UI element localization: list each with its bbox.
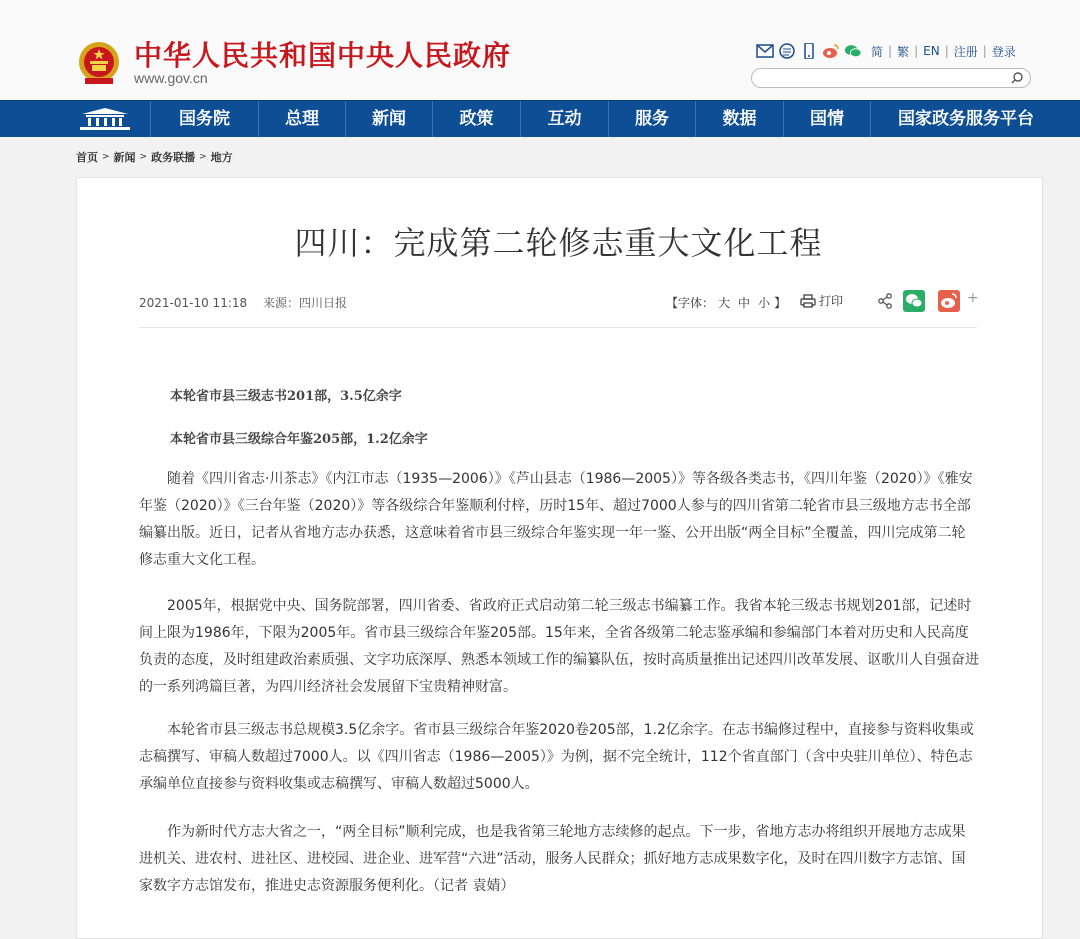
- header-tools: 简 | 繁 | EN | 注册 | 登录: [756, 42, 1021, 60]
- source-label: 来源：: [262, 296, 299, 310]
- publish-date: 2021-01-10 11:18: [139, 296, 248, 310]
- site-title[interactable]: 中华人民共和国中央人民政府: [134, 39, 512, 72]
- breadcrumb: [76, 149, 233, 165]
- search-input[interactable]: [762, 72, 1016, 90]
- nav-state-council[interactable]: 国务院: [150, 101, 258, 137]
- mail-icon[interactable]: [756, 43, 774, 59]
- nav-data[interactable]: 数据: [695, 101, 783, 137]
- nav-policy[interactable]: 政策: [432, 101, 520, 137]
- breadcrumb-local[interactable]: 地方: [210, 151, 233, 164]
- nav-interaction[interactable]: 互动: [520, 101, 608, 137]
- subtitle-1: 本轮省市县三级志书201部，3.5亿余字: [170, 389, 402, 404]
- register-link[interactable]: 注册: [953, 44, 978, 59]
- chevron-right-icon: >: [102, 152, 110, 162]
- print-label: 打印: [819, 294, 844, 308]
- breadcrumb-news[interactable]: 新闻: [113, 151, 136, 164]
- chevron-right-icon: >: [139, 152, 148, 162]
- font-size-label: 【字体：: [666, 296, 715, 310]
- rss-icon[interactable]: [778, 43, 796, 59]
- chevron-right-icon: >: [199, 152, 207, 162]
- meta-divider: [139, 327, 977, 328]
- wechat-share-icon[interactable]: [903, 290, 925, 312]
- nav-news[interactable]: 新闻: [345, 101, 432, 137]
- font-size-control: [666, 294, 786, 311]
- weibo-icon[interactable]: [822, 43, 840, 59]
- font-size-medium[interactable]: 中: [738, 296, 751, 310]
- wechat-icon[interactable]: [844, 43, 862, 59]
- main-nav: [0, 100, 1080, 137]
- breadcrumb-gov-broadcast[interactable]: 政务联播: [151, 151, 196, 164]
- nav-gov-service-platform[interactable]: 国家政务服务平台: [870, 101, 1061, 137]
- font-size-close: 】: [774, 296, 787, 310]
- search-box: [751, 68, 1031, 88]
- site-header: [0, 0, 1080, 100]
- subtitle-2: 本轮省市县三级综合年鉴205部，1.2亿余字: [170, 432, 428, 447]
- weibo-share-icon[interactable]: [938, 290, 960, 312]
- search-icon[interactable]: [1010, 71, 1024, 85]
- login-link[interactable]: 登录: [991, 44, 1016, 59]
- article-paragraph-2: 2005年，根据党中央、国务院部署，四川省委、省政府正式启动第二轮三级志书编纂工作。我省本轮三级志书规划201部，记述时间上限为1986年，下限为2005年。省市县三级综合年鉴205部。15年来，全省各级第二轮志鉴承编和参编部门本着对历史和人民高度负责的态度，及时组建政治素质强、文字功底深厚、熟悉本领域工作的编纂队伍，按时高质量推出记述四川改革发展、讴歌川人自强奋进的一系列鸿篇巨著，为四川经济社会发展留下宝贵精神财富。: [139, 598, 979, 695]
- home-building-icon[interactable]: [76, 107, 134, 131]
- mobile-icon[interactable]: [800, 43, 818, 59]
- article-paragraph-3: 本轮省市县三级志书总规模3.5亿余字。省市县三级综合年鉴2020卷205部，1.2亿余字。在志书编修过程中，直接参与资料收集或志稿撰写、审稿人数超过7000人。以《四川省志（1986—2005）》为例，据不完全统计，112个省直部门（含中央驻川单位）、特色志承编单位直接参与资料收集或志稿撰写、审稿人数超过5000人。: [139, 722, 974, 792]
- article-paragraph-1: 随着《四川省志·川茶志》《内江市志（1935—2006）》《芦山县志（1986—2005）》等各级各类志书，《四川年鉴（2020）》《雅安年鉴（2020）》《三台年鉴（2020）》等各级综合年鉴顺利付梓，历时15年、超过7000人参与的四川省第二轮省市县三级地方志书全部编纂出版。近日，记者从省地方志办获悉，这意味着省市县三级综合年鉴实现一年一鉴、公开出版“两全目标”全覆盖，四川完成第二轮修志重大文化工程。: [139, 471, 973, 568]
- print-button[interactable]: [800, 292, 843, 309]
- nav-national-info[interactable]: 国情: [783, 101, 870, 137]
- nav-premier[interactable]: 总理: [258, 101, 345, 137]
- article-meta: [139, 294, 359, 311]
- lang-english-link[interactable]: EN: [923, 44, 940, 58]
- breadcrumb-home[interactable]: 首页: [76, 151, 98, 164]
- article-title: 四川：完成第二轮修志重大文化工程: [294, 224, 823, 262]
- font-size-small[interactable]: 小: [758, 296, 771, 310]
- site-url[interactable]: www.gov.cn: [134, 70, 208, 86]
- lang-simplified-link[interactable]: 简: [871, 44, 884, 59]
- lang-traditional-link[interactable]: 繁: [897, 44, 910, 59]
- share-icon[interactable]: [874, 290, 896, 312]
- national-emblem-icon[interactable]: [77, 40, 121, 86]
- font-size-large[interactable]: 大: [718, 296, 731, 310]
- more-share-button[interactable]: +: [967, 290, 979, 306]
- article-paragraph-4: 作为新时代方志大省之一，“两全目标”顺利完成，也是我省第三轮地方志续修的起点。下一步，省地方志办将组织开展地方志成果进机关、进农村、进社区、进校园、进企业、进军营“六进”活动，服务人民群众；抓好地方志成果数字化，及时在四川数字方志馆、国家数字方志馆发布，推进史志资源服务便利化。（记者 袁婧）: [139, 824, 966, 894]
- printer-icon: [800, 294, 816, 308]
- nav-service[interactable]: 服务: [608, 101, 695, 137]
- source-name: 四川日报: [298, 296, 347, 310]
